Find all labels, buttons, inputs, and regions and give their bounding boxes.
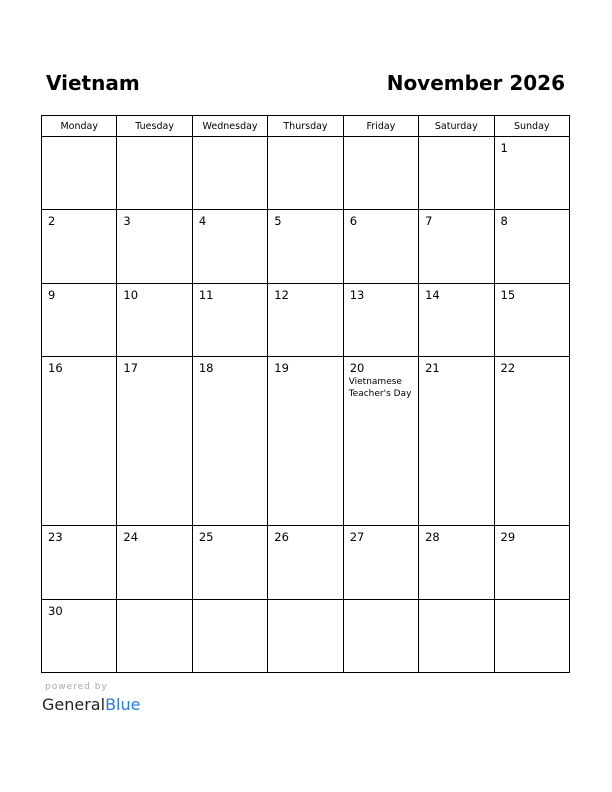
- day-number: 21: [425, 360, 440, 375]
- day-number: [344, 137, 418, 141]
- day-number: 24: [123, 530, 139, 545]
- day-cell: [117, 210, 192, 283]
- day-cell: [494, 210, 569, 283]
- day-cell: [268, 526, 343, 599]
- day-number: 18: [198, 360, 214, 375]
- day-cell: [419, 137, 494, 210]
- day-number: 16: [48, 360, 63, 375]
- day-number: [42, 137, 116, 141]
- day-cell: [343, 599, 418, 672]
- holiday-day-cell: [343, 356, 418, 526]
- day-number: 1: [500, 141, 508, 155]
- day-cell: [192, 137, 267, 210]
- week-row: [42, 210, 570, 283]
- brand-text-general: General: [42, 695, 106, 714]
- day-number: 23: [48, 530, 63, 545]
- day-cell: [419, 283, 494, 356]
- day-cell: [343, 137, 418, 210]
- day-number: 26: [274, 530, 289, 545]
- day-cell: [268, 599, 343, 672]
- day-cell: [419, 599, 494, 672]
- day-number: 12: [274, 287, 289, 302]
- day-cell: [42, 137, 117, 210]
- footer: [42, 682, 141, 715]
- day-cell: [268, 283, 343, 356]
- day-number: 4: [198, 214, 207, 229]
- calendar-grid: [41, 115, 570, 673]
- country-title: Vietnam: [46, 71, 140, 95]
- day-number: [344, 600, 418, 604]
- weekday-monday: Monday: [42, 116, 117, 137]
- day-cell: [192, 210, 267, 283]
- generalblue-logo[interactable]: [42, 695, 140, 715]
- day-number: 6: [349, 214, 358, 229]
- day-cell: [42, 526, 117, 599]
- week-row: [42, 283, 570, 356]
- day-cell: [419, 210, 494, 283]
- day-number: [117, 137, 191, 141]
- day-cell: [494, 356, 569, 526]
- day-number: 22: [500, 360, 516, 375]
- day-cell: [419, 526, 494, 599]
- day-number: 13: [349, 287, 365, 302]
- day-number: [419, 600, 493, 604]
- weekday-wednesday: Wednesday: [192, 116, 267, 137]
- day-cell: [268, 210, 343, 283]
- day-cell: [117, 137, 192, 210]
- day-cell: [494, 599, 569, 672]
- holiday-label-line1: Vietnamese: [348, 376, 402, 387]
- weekday-header-row: [42, 116, 570, 137]
- day-cell: [42, 210, 117, 283]
- day-number: 2: [48, 214, 56, 229]
- powered-by-text: powered by: [45, 682, 108, 692]
- week-row: [42, 356, 570, 526]
- day-number: 19: [274, 360, 289, 375]
- weekday-tuesday: Tuesday: [117, 116, 192, 137]
- day-number: [495, 600, 569, 604]
- brand-text-blue: Blue: [105, 695, 141, 714]
- day-cell: [268, 356, 343, 526]
- day-cell: [192, 526, 267, 599]
- day-cell: [268, 137, 343, 210]
- day-number: 28: [425, 530, 440, 545]
- day-cell: [192, 356, 267, 526]
- day-number: [268, 600, 342, 604]
- weekday-thursday: Thursday: [268, 116, 343, 137]
- day-number: 5: [274, 214, 282, 229]
- day-number: 27: [349, 530, 365, 545]
- day-cell: [192, 599, 267, 672]
- day-cell: [343, 283, 418, 356]
- day-number: 9: [48, 287, 56, 302]
- day-cell: [419, 356, 494, 526]
- day-number: 29: [500, 530, 516, 545]
- day-cell: [343, 526, 418, 599]
- day-cell: [117, 526, 192, 599]
- day-cell: [192, 283, 267, 356]
- day-number: 14: [425, 287, 440, 302]
- day-cell: [42, 599, 117, 672]
- day-number: 3: [123, 214, 131, 229]
- day-cell: [343, 210, 418, 283]
- day-number: 8: [500, 214, 508, 229]
- day-number: 11: [198, 287, 214, 302]
- day-number: [419, 137, 493, 141]
- day-cell: [42, 283, 117, 356]
- day-cell: [42, 356, 117, 526]
- day-number: 15: [500, 287, 516, 302]
- day-number: 7: [425, 214, 433, 229]
- day-number: 10: [123, 287, 139, 302]
- day-number: [117, 600, 191, 604]
- day-cell: [494, 283, 569, 356]
- day-cell: [494, 526, 569, 599]
- week-row: [42, 599, 570, 672]
- week-row: [42, 526, 570, 599]
- day-cell: [117, 283, 192, 356]
- weekday-friday: Friday: [343, 116, 418, 137]
- month-title: November 2026: [386, 71, 565, 95]
- day-number: [193, 137, 267, 141]
- day-number: 30: [48, 603, 63, 618]
- day-number: 25: [198, 530, 214, 545]
- day-cell: [494, 137, 569, 210]
- day-cell: [117, 356, 192, 526]
- week-row: [42, 137, 570, 210]
- day-number: 20: [349, 360, 365, 375]
- day-number: 17: [123, 360, 139, 375]
- day-number: [268, 137, 342, 141]
- weekday-sunday: Sunday: [494, 116, 569, 137]
- day-cell: [117, 599, 192, 672]
- weekday-saturday: Saturday: [419, 116, 494, 137]
- holiday-label-line2: Teacher's Day: [348, 388, 412, 399]
- day-number: [193, 600, 267, 604]
